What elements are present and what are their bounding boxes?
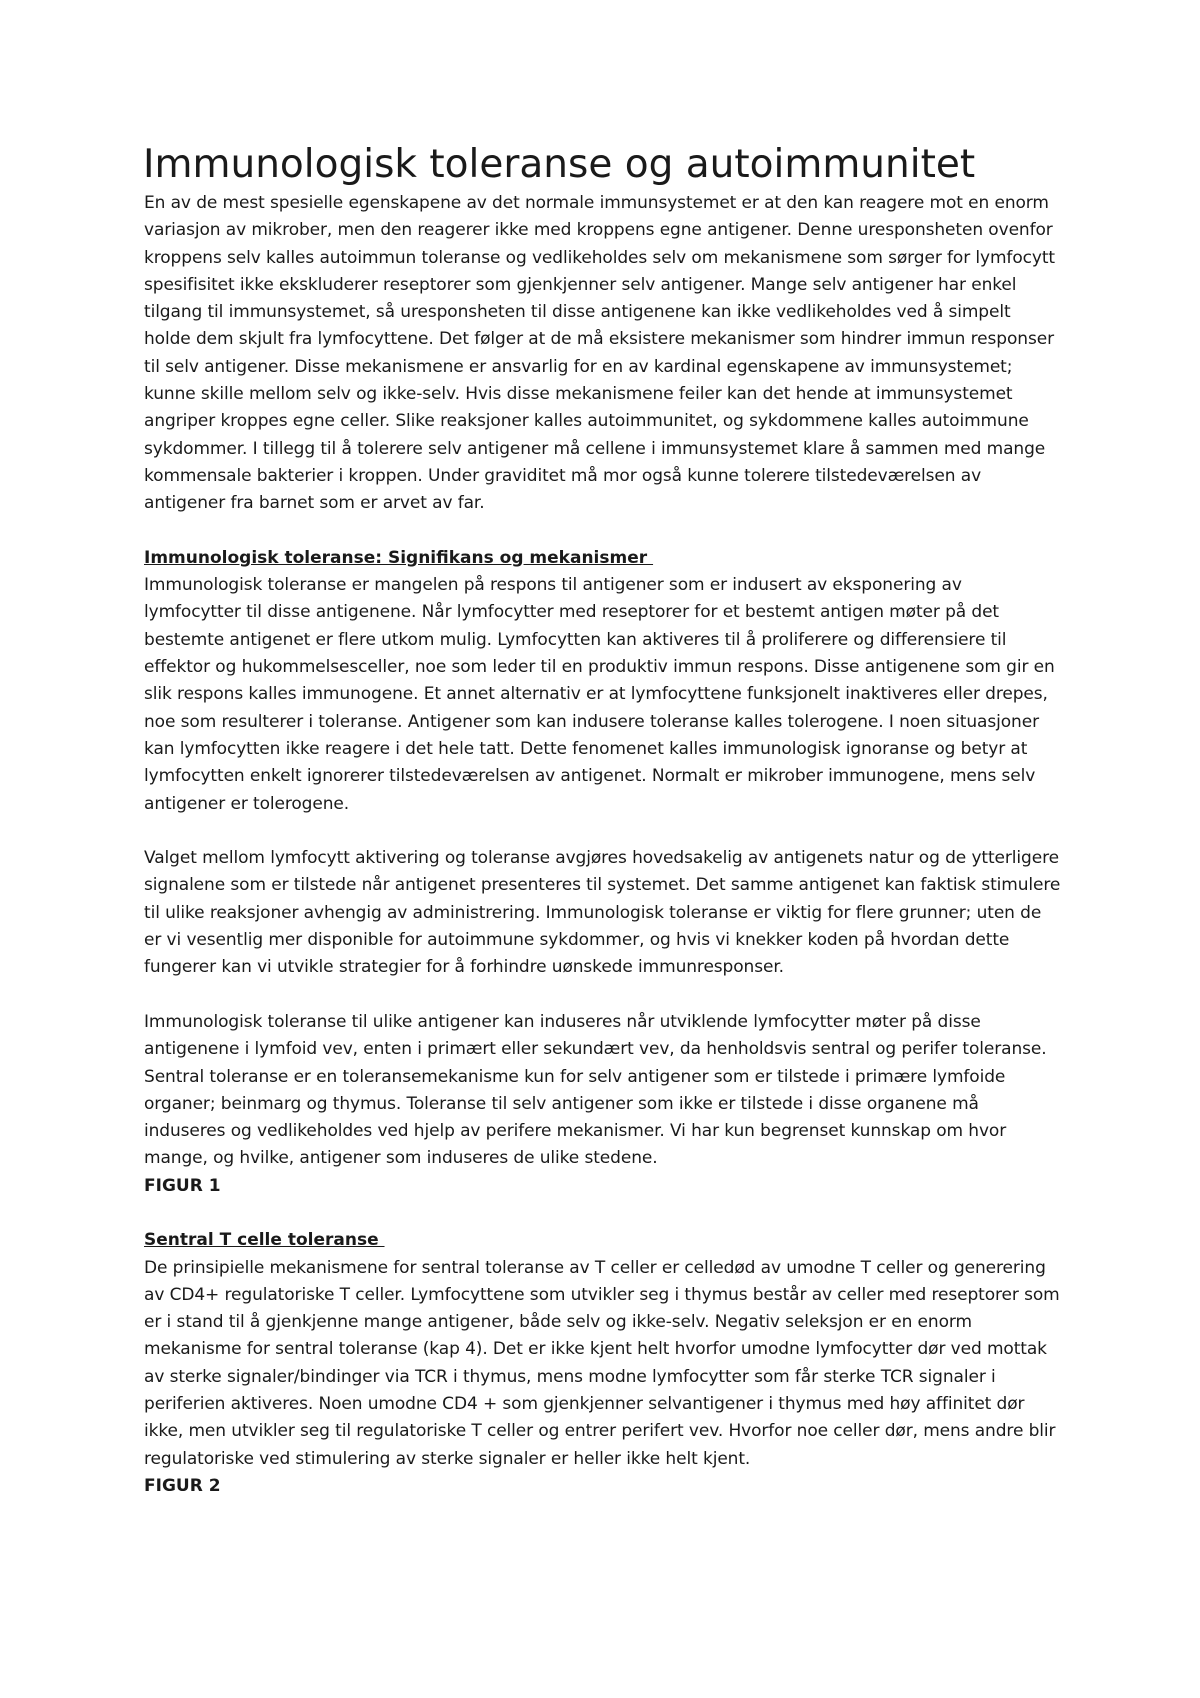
section-heading-toleranse: Immunologisk toleranse: Signifikans og mekanismer [144,547,654,568]
figure-2-label: FIGUR 2 [144,1475,221,1496]
document-page [144,140,1062,1500]
section2-paragraph-1: De prinsipielle mekanismene for sentral toleranse av T celler er celledød av umodne T celler og generering av CD4+ regulatoriske T celler. Lymfocyttene som utvikler seg i thymus består av celler med reseptorer som er i stand til å gjenkjenne mange antigener, både selv og ikke-selv. Negativ seleksjon er en enorm mekanisme for sentral toleranse (kap 4). Det er ikke kjent helt hvorfor umodne lymfocytter dør ved mottak av sterke signaler/bindinger via TCR i thymus, mens modne lymfocytter som får sterke TCR signaler i periferien aktiveres. Noen umodne CD4 + som gjenkjenner selvantigener i thymus med høy affinitet dør ikke, men utvikler seg til regulatoriske T celler og entrer perifert vev. Hvorfor noe celler dør, mens andre blir regulatoriske ved stimulering av sterke signaler er heller ikke helt kjent. [144,1257,1060,1469]
section1-paragraph-2: Valget mellom lymfocytt aktivering og toleranse avgjøres hovedsakelig av antigenets natur og de ytterligere signalene som er tilstede når antigenet presenteres til systemet. Det samme antigenet kan faktisk stimulere til ulike reaksjoner avhengig av administrering. Immunologisk toleranse er viktig for flere grunner; uten de er vi vesentlig mer disponible for autoimmune sykdommer, og hvis vi knekker koden på hvordan dette fungerer kan vi utvikle strategier for å forhindre uønskede immunresponser. [144,848,1061,978]
figure-1-label: FIGUR 1 [144,1175,221,1196]
paragraph-spacer [144,982,1062,1009]
paragraph-spacer [144,518,1062,545]
section1-paragraph-1: Immunologisk toleranse er mangelen på respons til antigener som er indusert av eksponering av lymfocytter til disse antigenene. Når lymfocytter med reseptorer for et bestemt antigen møter på det bestemte antigenet er flere utkom mulig. Lymfocytten kan aktiveres til å proliferere og differensiere til effektor og hukommelsesceller, noe som leder til en produktiv immun respons. Disse antigenene som gir en slik respons kalles immunogene. Et annet alternativ er at lymfocyttene funksjonelt inaktiveres eller drepes, noe som resulterer i toleranse. Antigener som kan indusere toleranse kalles tolerogene. I noen situasjoner kan lymfocytten ikke reagere i det hele tatt. Dette fenomenet kalles immunologisk ignoranse og betyr at lymfocytten enkelt ignorerer tilstedeværelsen av antigenet. Normalt er mikrober immunogene, mens selv antigener er tolerogene. [144,575,1055,814]
paragraph-spacer [144,818,1062,845]
intro-paragraph: En av de mest spesielle egenskapene av det normale immunsystemet er at den kan reagere mot en enorm variasjon av mikrober, men den reagerer ikke med kroppens egne antigener. Denne uresponsheten ovenfor kroppens selv kalles autoimmun toleranse og vedlikeholdes selv om mekanismene som sørger for lymfocytt spesifisitet ikke ekskluderer reseptorer som gjenkjenner selv antigener. Mange selv antigener har enkel tilgang til immunsystemet, så uresponsheten til disse antigenene kan ikke vedlikeholdes ved å simpelt holde dem skjult fra lymfocyttene. Det følger at de må eksistere mekanismer som hindrer immun responser til selv antigener. Disse mekanismene er ansvarlig for en av kardinal egenskapene av immunsystemet; kunne skille mellom selv og ikke-selv. Hvis disse mekanismene feiler kan det hende at immunsystemet angriper kroppes egne celler. Slike reaksjoner kalles autoimmunitet, og sykdommene kalles autoimmune sykdommer. I tillegg til å tolerere selv antigener må cellene i immunsystemet klare å sammen med mange kommensale bakterier i kroppen. Under graviditet må mor også kunne tolerere tilstedeværelsen av antigener fra barnet som er arvet av far. [144,193,1055,514]
section-heading-sentral-t-celle: Sentral T celle toleranse [144,1230,385,1251]
paragraph-spacer [144,1200,1062,1227]
section1-paragraph-3: Immunologisk toleranse til ulike antigener kan induseres når utviklende lymfocytter møter på disse antigenene i lymfoid vev, enten i primært eller sekundært vev, da henholdsvis sentral og perifer toleranse. Sentral toleranse er en toleransemekanisme kun for selv antigener som er tilstede i primære lymfoide organer; beinmarg og thymus. Toleranse til selv antigener som ikke er tilstede i disse organene må induseres og vedlikeholdes ved hjelp av perifere mekanismer. Vi har kun begrenset kunnskap om hvor mange, og hvilke, antigener som induseres de ulike stedene. [144,1011,1047,1169]
page-title: Immunologisk toleranse og autoimmunitet [143,142,976,187]
